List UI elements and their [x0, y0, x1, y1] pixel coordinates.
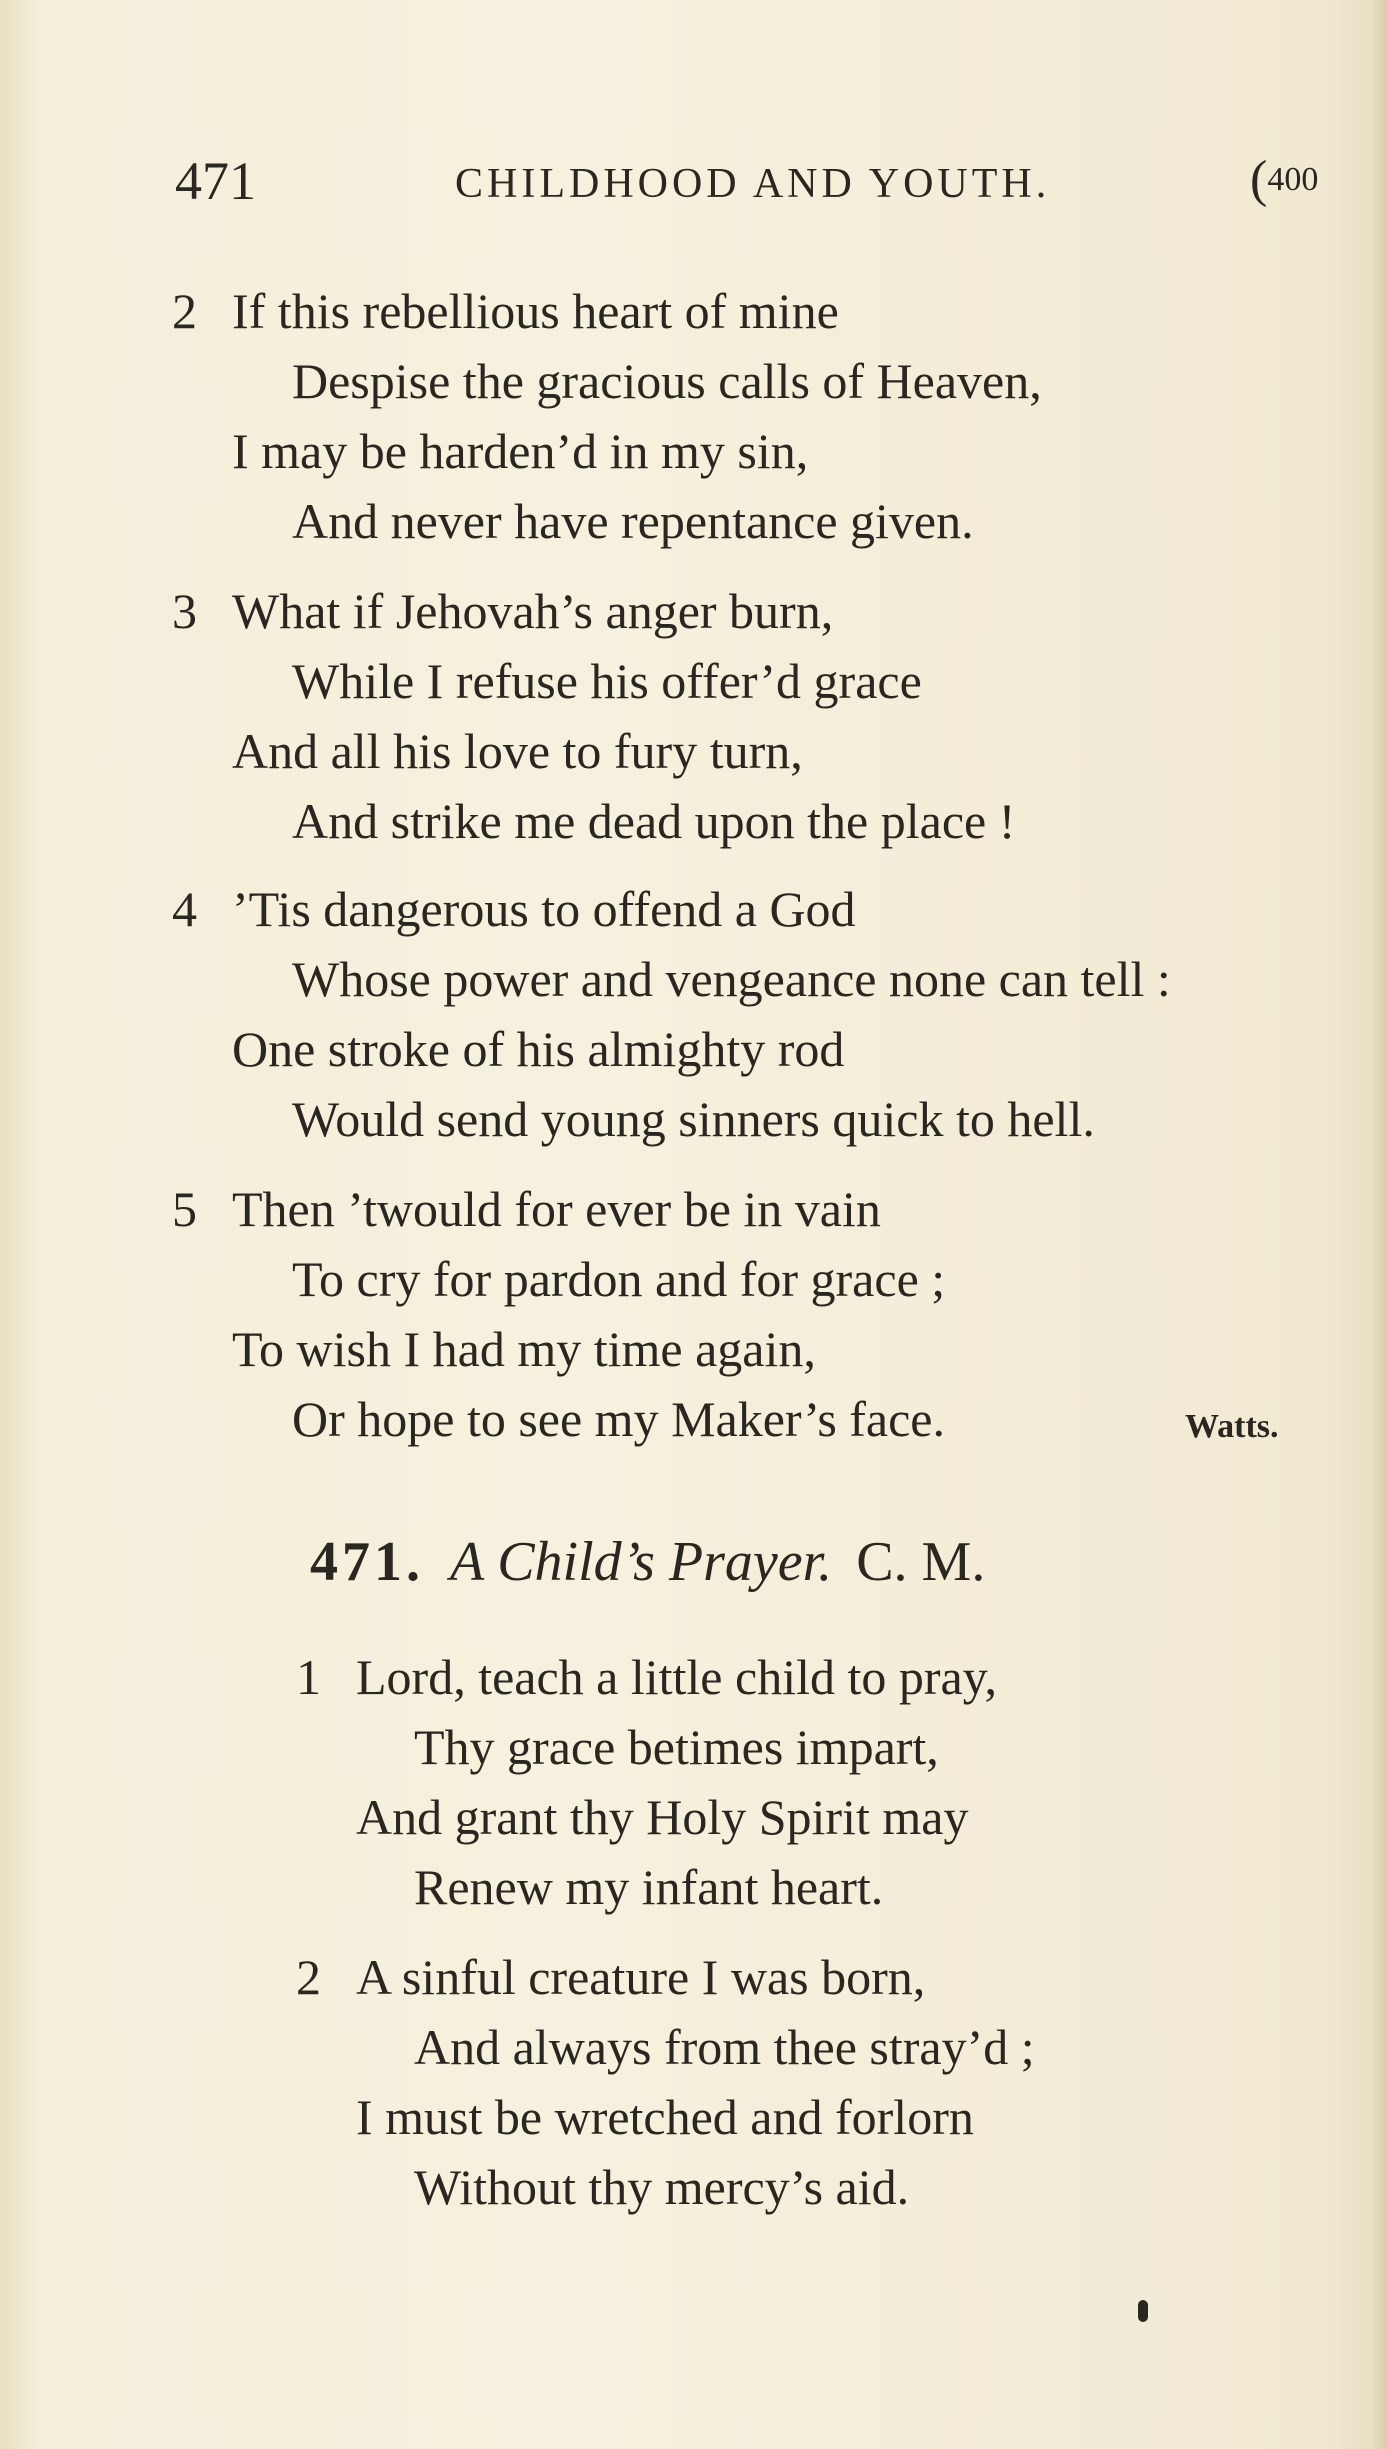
verse-line: If this rebellious heart of mine — [232, 283, 839, 339]
verse-line: While I refuse his offer’d grace — [292, 653, 922, 709]
verse-line: Despise the gracious calls of Heaven, — [292, 353, 1042, 409]
verse-line: And always from thee stray’d ; — [414, 2019, 1035, 2075]
verse-line: And all his love to fury turn, — [232, 723, 803, 779]
ink-mark — [1138, 2300, 1148, 2322]
verse-line: I may be harden’d in my sin, — [232, 423, 809, 479]
verse-line: Then ’twould for ever be in vain — [232, 1181, 881, 1237]
verse-line: And grant thy Holy Spirit may — [356, 1789, 969, 1845]
verse-line: Would send young sinners quick to hell. — [292, 1091, 1095, 1147]
hymn-attribution: Watts. — [1185, 1408, 1279, 1445]
verse-number: 1 — [296, 1649, 321, 1705]
verse-line: And strike me dead upon the place ! — [292, 793, 1016, 849]
page-header — [0, 150, 1387, 220]
hymn-471-heading — [310, 1530, 985, 1594]
verse-line: Renew my infant heart. — [414, 1859, 884, 1915]
hymn-title: A Child’s Prayer. — [450, 1531, 833, 1593]
verse-line: To wish I had my time again, — [232, 1321, 816, 1377]
verse-line: A sinful creature I was born, — [356, 1949, 926, 2005]
verse-line: And never have repentance given. — [292, 493, 974, 549]
verse-line: Thy grace betimes impart, — [414, 1719, 939, 1775]
verse-number: 2 — [172, 283, 197, 339]
verse-line: I must be wretched and forlorn — [356, 2089, 974, 2145]
verse-line: Whose power and vengeance none can tell : — [292, 951, 1171, 1007]
page-number: 471 — [175, 151, 256, 211]
verse-number: 5 — [172, 1181, 197, 1237]
verse-line: Lord, teach a little child to pray, — [356, 1649, 997, 1705]
verse-line: Without thy mercy’s aid. — [414, 2159, 910, 2215]
hymn-reference-number: 400 — [1267, 161, 1319, 198]
verse-number: 3 — [172, 583, 197, 639]
verse-line: One stroke of his almighty rod — [232, 1021, 845, 1077]
running-title: CHILDHOOD AND YOUTH. — [455, 161, 1051, 207]
hymn-number: 471. — [310, 1531, 424, 1593]
verse-line: Or hope to see my Maker’s face. — [292, 1391, 946, 1447]
verse-number: 4 — [172, 881, 197, 937]
hymn-meter: C. M. — [856, 1531, 986, 1593]
verse-number: 2 — [296, 1949, 321, 2005]
verse-line: ’Tis dangerous to offend a God — [232, 881, 856, 937]
verse-line: What if Jehovah’s anger burn, — [232, 583, 834, 639]
verse-line: To cry for pardon and for grace ; — [292, 1251, 946, 1307]
page-edge — [1373, 0, 1387, 2449]
hymn-reference: (400 — [1250, 151, 1319, 208]
